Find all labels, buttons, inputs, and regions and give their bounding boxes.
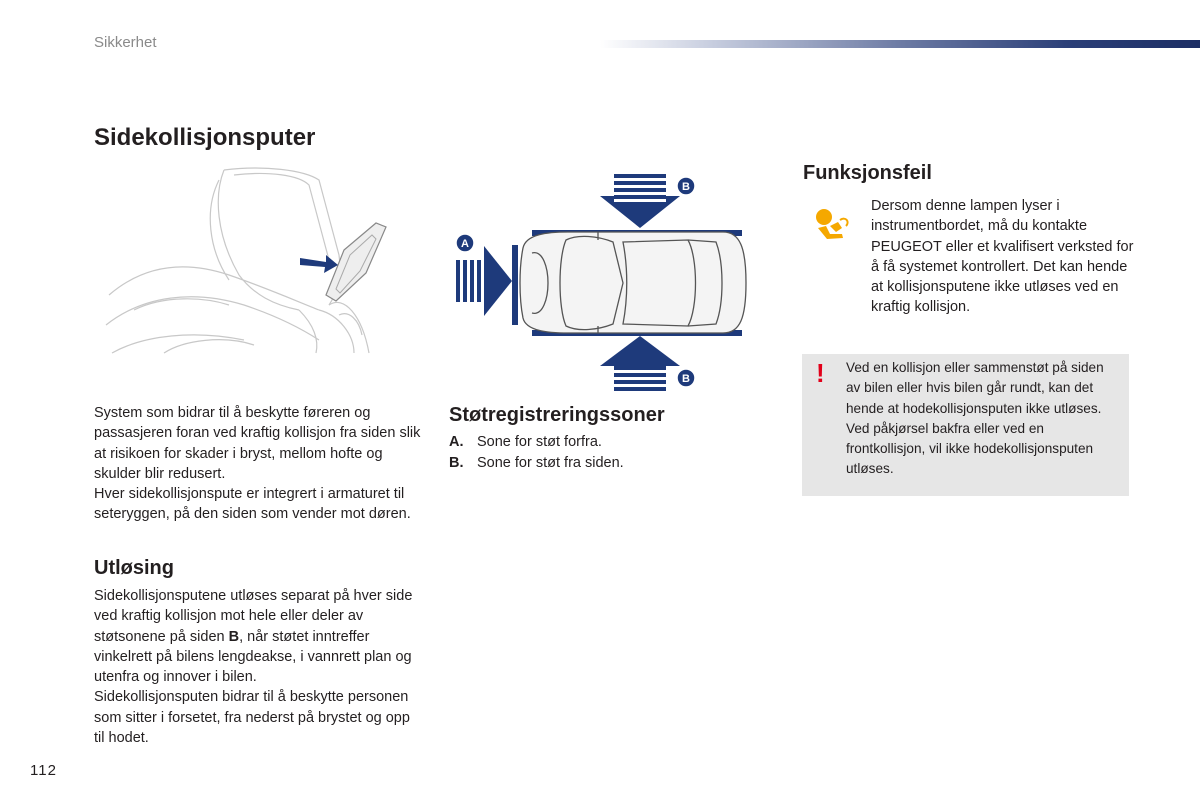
zone-b-label: B: [682, 181, 690, 193]
intro-paragraph: Hver sidekollisjonspute er integrert i armaturet til seteryggen, på den siden som vender mot døren.: [94, 486, 411, 523]
seat-airbag-illustration: [104, 165, 404, 355]
side-impact-arrow-top: [600, 174, 680, 228]
utlosing-heading: Utløsing: [94, 557, 174, 579]
legend-item: A. Sone for støt forfra.: [449, 434, 602, 450]
zones-legend: [449, 432, 769, 474]
malfunction-heading: Funksjonsfeil: [803, 162, 932, 184]
warning-box: [802, 354, 1129, 496]
page-number: 112: [30, 762, 57, 779]
zone-label-a: [456, 234, 474, 252]
front-impact-arrow: [456, 246, 512, 316]
utlosing-text: [94, 586, 424, 748]
zone-b-label: B: [682, 373, 690, 385]
header-gradient-bar: [600, 40, 1200, 48]
malfunction-text: Dersom denne lampen lyser i instrumentbordet, må du kontakte PEUGEOT eller et kvalifisert verksted for å få systemet kontrollert. Det kan hende at kollisjonsputene ikke utløses ved en kraftig kollisjon.: [871, 198, 1134, 316]
page-title: Sidekollisjonsputer: [94, 124, 316, 151]
legend-item: B. Sone for støt fra siden.: [449, 455, 624, 471]
impact-zones-diagram: [448, 168, 758, 398]
utlosing-paragraph: Sidekollisjonsputene utløses separat på hver side ved kraftig kollisjon mot hele eller deler av støtsonene på siden B, når støtet inntreffer vinkelrett på bilens lengdeakse, i vannrett plan og utenfra og innover i bilen.: [94, 588, 413, 686]
warning-icon: !: [816, 358, 825, 388]
zone-label-b-top: [677, 177, 695, 195]
section-header: Sikkerhet: [94, 34, 157, 51]
utlosing-paragraph: Sidekollisjonsputen bidrar til å beskytte personen som sitter i forsetet, fra nederst på brystet og opp til hodet.: [94, 689, 410, 747]
zones-heading: Støtregistreringssoner: [449, 404, 665, 426]
intro-paragraph: System som bidrar til å beskytte føreren og passasjeren foran ved kraftig kollisjon fra siden slik at risikoen for skader i bryst, mellom hofte og skulder blir redusert.: [94, 405, 421, 482]
airbag-warning-icon: [812, 206, 854, 246]
intro-text: [94, 403, 424, 525]
zone-label-b-bottom: [677, 369, 695, 387]
side-impact-arrow-bottom: [600, 336, 680, 391]
zone-a-label: A: [461, 238, 469, 250]
warning-text: Ved en kollisjon eller sammenstøt på siden av bilen eller hvis bilen går rundt, kan det hende at hodekollisjonsputen ikke utløses. Ved påkjørsel bakfra eller ved en frontkollisjon, vil ikke hodekollisjonsputen utløses.: [846, 360, 1104, 477]
